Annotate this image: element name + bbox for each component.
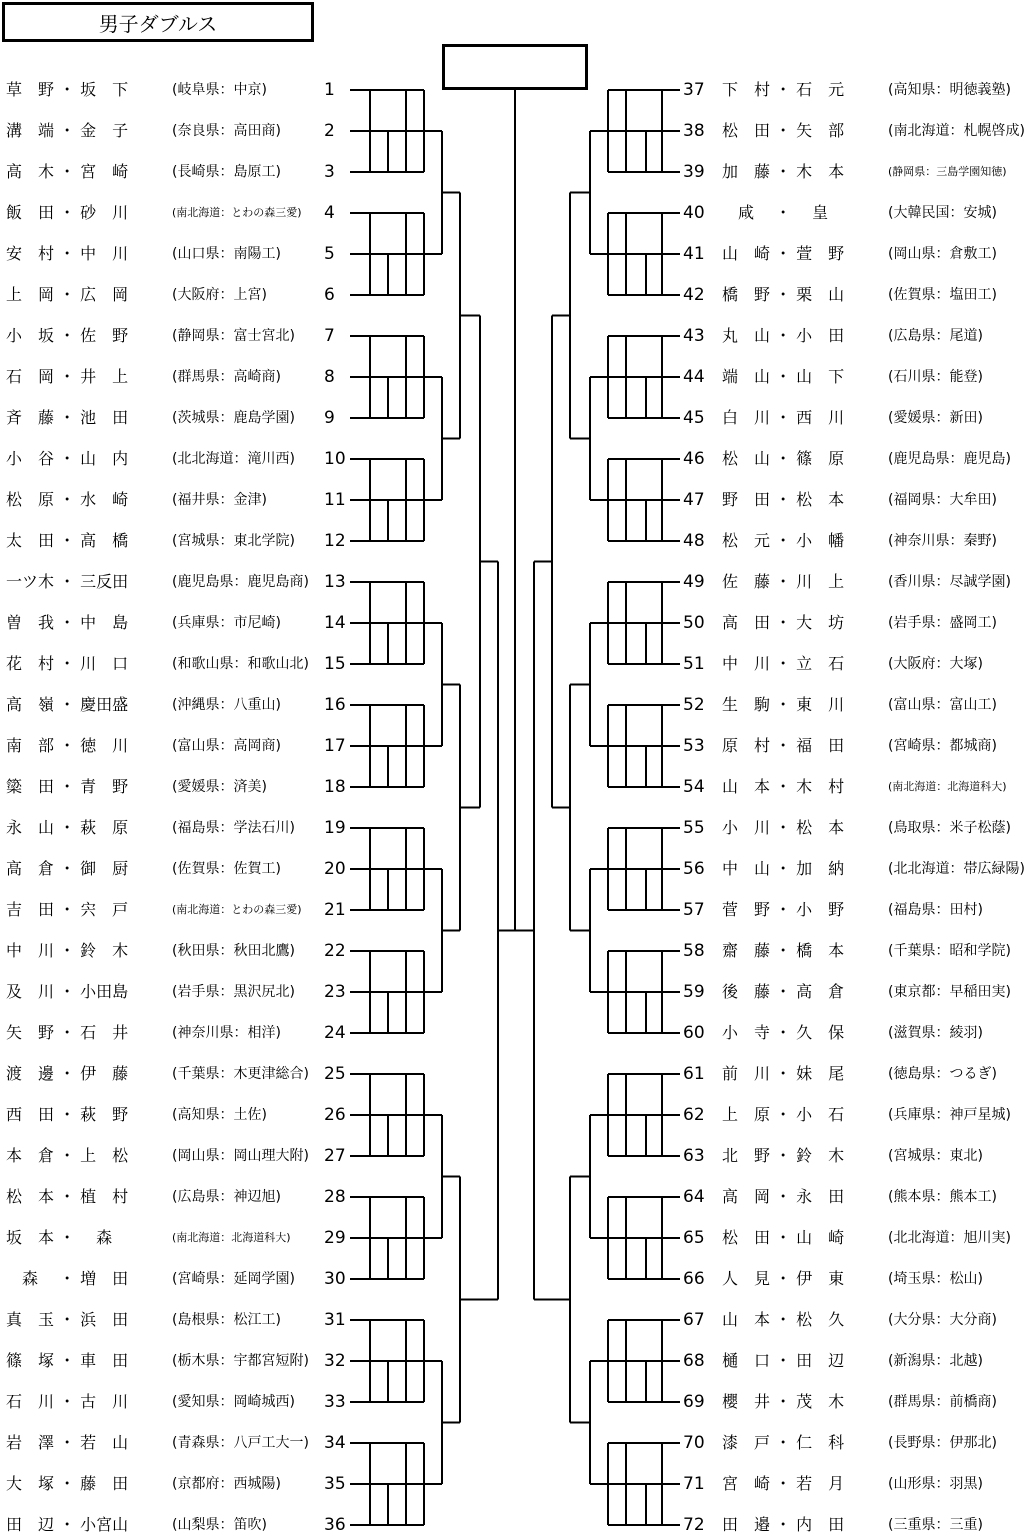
team-school: (群馬県：前橋商) xyxy=(888,1394,997,1410)
team-names: 花 村 ・ 川 口 xyxy=(6,654,129,673)
team-names: 山 本 ・ 松 久 xyxy=(722,1310,845,1329)
team-names: 田 辺 ・ 小宮山 xyxy=(6,1515,129,1534)
team-school: (熊本県：熊本工) xyxy=(888,1189,997,1205)
seed-number: 2 xyxy=(324,121,335,141)
team-school: (鹿児島県：鹿児島) xyxy=(888,451,1011,467)
team-school: (山口県：南陽工) xyxy=(172,246,281,262)
seed-number: 20 xyxy=(324,859,346,879)
team-school: (岡山県：倉敷工) xyxy=(888,246,997,262)
seed-number: 40 xyxy=(683,203,705,223)
team-school: (群馬県：高崎商) xyxy=(172,369,281,385)
seed-number: 57 xyxy=(683,900,705,920)
seed-number: 51 xyxy=(683,654,705,674)
team-school: (高知県：明徳義塾) xyxy=(888,82,1011,98)
team-names: 高 田 ・ 大 坊 xyxy=(722,613,845,632)
seed-number: 31 xyxy=(324,1310,346,1330)
team-names: 松 原 ・ 水 崎 xyxy=(6,490,129,509)
team-names: 松 本 ・ 植 村 xyxy=(6,1187,129,1206)
team-names: 一ツ木 ・ 三反田 xyxy=(6,572,129,591)
team-school: (和歌山県：和歌山北) xyxy=(172,656,309,672)
team-school: (宮崎県：延岡学園) xyxy=(172,1271,295,1287)
seed-number: 41 xyxy=(683,244,705,264)
team-names: 櫻 井 ・ 茂 木 xyxy=(722,1392,845,1411)
team-names: 矢 野 ・ 石 井 xyxy=(6,1023,129,1042)
team-school: (島根県：松江工) xyxy=(172,1312,281,1328)
team-names: 後 藤 ・ 高 倉 xyxy=(722,982,845,1001)
team-school: (大韓民国：安城) xyxy=(888,205,997,221)
seed-number: 69 xyxy=(683,1392,705,1412)
team-school: (静岡県：富士宮北) xyxy=(172,328,295,344)
seed-number: 10 xyxy=(324,449,346,469)
team-names: 丸 山 ・ 小 田 xyxy=(722,326,845,345)
seed-number: 1 xyxy=(324,80,335,100)
seed-number: 52 xyxy=(683,695,705,715)
team-school: (福岡県：大牟田) xyxy=(888,492,997,508)
team-names: 西 田 ・ 萩 野 xyxy=(6,1105,129,1124)
team-names: 小 谷 ・ 山 内 xyxy=(6,449,129,468)
seed-number: 24 xyxy=(324,1023,346,1043)
team-school: (岐阜県：中京) xyxy=(172,82,267,98)
team-school: (北北海道：滝川西) xyxy=(172,451,295,467)
seed-number: 8 xyxy=(324,367,335,387)
team-school: (富山県：高岡商) xyxy=(172,738,281,754)
team-names: 石 川 ・ 古 川 xyxy=(6,1392,129,1411)
seed-number: 18 xyxy=(324,777,346,797)
team-school: (高知県：土佐) xyxy=(172,1107,267,1123)
seed-number: 34 xyxy=(324,1433,346,1453)
team-school: (兵庫県：市尼崎) xyxy=(172,615,281,631)
team-names: 松 田 ・ 矢 部 xyxy=(722,121,845,140)
team-names: 田 邉 ・ 内 田 xyxy=(722,1515,845,1534)
team-names: 菅 野 ・ 小 野 xyxy=(722,900,845,919)
seed-number: 17 xyxy=(324,736,346,756)
team-school: (福島県：学法石川) xyxy=(172,820,295,836)
team-school: (静岡県：三島学園知徳) xyxy=(888,165,1007,178)
team-names: 下 村 ・ 石 元 xyxy=(722,80,845,99)
seed-number: 68 xyxy=(683,1351,705,1371)
team-names: 上 岡 ・ 広 岡 xyxy=(6,285,129,304)
team-school: (福島県：田村) xyxy=(888,902,983,918)
team-school: (神奈川県：相洋) xyxy=(172,1025,281,1041)
team-school: (沖縄県：八重山) xyxy=(172,697,281,713)
team-names: 小 寺 ・ 久 保 xyxy=(722,1023,845,1042)
team-school: (長崎県：島原工) xyxy=(172,164,281,180)
team-names: 小 坂 ・ 佐 野 xyxy=(6,326,129,345)
team-school: (北北海道：旭川実) xyxy=(888,1230,1011,1246)
team-school: (岡山県：岡山理大附) xyxy=(172,1148,309,1164)
team-school: (神奈川県：秦野) xyxy=(888,533,997,549)
team-school: (茨城県：鹿島学園) xyxy=(172,410,295,426)
seed-number: 35 xyxy=(324,1474,346,1494)
seed-number: 22 xyxy=(324,941,346,961)
seed-number: 49 xyxy=(683,572,705,592)
seed-number: 47 xyxy=(683,490,705,510)
seed-number: 58 xyxy=(683,941,705,961)
team-school: (千葉県：昭和学院) xyxy=(888,943,1011,959)
team-school: (福井県：金津) xyxy=(172,492,267,508)
team-school: (香川県：尽誠学園) xyxy=(888,574,1011,590)
seed-number: 66 xyxy=(683,1269,705,1289)
team-names: 人 見 ・ 伊 東 xyxy=(722,1269,845,1288)
team-names: 原 村 ・ 福 田 xyxy=(722,736,845,755)
team-school: (宮崎県：都城商) xyxy=(888,738,997,754)
team-names: 安 村 ・ 中 川 xyxy=(6,244,129,263)
seed-number: 38 xyxy=(683,121,705,141)
team-names: 野 田 ・ 松 本 xyxy=(722,490,845,509)
team-names: 中 山 ・ 加 納 xyxy=(722,859,845,878)
team-school: (南北海道：北海道科大) xyxy=(888,780,1007,793)
seed-number: 16 xyxy=(324,695,346,715)
team-names: 北 野 ・ 鈴 木 xyxy=(722,1146,845,1165)
team-names: 齋 藤 ・ 橋 本 xyxy=(722,941,845,960)
team-names: 宮 崎 ・ 若 月 xyxy=(722,1474,845,1493)
team-school: (広島県：尾道) xyxy=(888,328,983,344)
seed-number: 37 xyxy=(683,80,705,100)
team-names: 簗 田 ・ 青 野 xyxy=(6,777,129,796)
team-school: (青森県：八戸工大一) xyxy=(172,1435,309,1451)
team-school: (山形県：羽黒) xyxy=(888,1476,983,1492)
team-names: 岩 澤 ・ 若 山 xyxy=(6,1433,129,1452)
team-school: (南北海道：とわの森三愛) xyxy=(172,903,302,916)
seed-number: 45 xyxy=(683,408,705,428)
team-school: (北北海道：帯広緑陽) xyxy=(888,861,1025,877)
team-names: 渡 邊 ・ 伊 藤 xyxy=(6,1064,129,1083)
team-names: 中 川 ・ 立 石 xyxy=(722,654,845,673)
team-school: (千葉県：木更津総合) xyxy=(172,1066,309,1082)
team-school: (長野県：伊那北) xyxy=(888,1435,997,1451)
seed-number: 14 xyxy=(324,613,346,633)
team-names: 高 倉 ・ 御 厨 xyxy=(6,859,129,878)
team-school: (南北海道：札幌啓成) xyxy=(888,123,1025,139)
team-names: 森 ・ 増 田 xyxy=(6,1269,129,1288)
seed-number: 11 xyxy=(324,490,346,510)
seed-number: 5 xyxy=(324,244,335,264)
team-names: 佐 藤 ・ 川 上 xyxy=(722,572,845,591)
team-names: 生 駒 ・ 東 川 xyxy=(722,695,845,714)
team-names: 篠 塚 ・ 車 田 xyxy=(6,1351,129,1370)
team-school: (石川県：能登) xyxy=(888,369,983,385)
seed-number: 36 xyxy=(324,1515,346,1535)
seed-number: 70 xyxy=(683,1433,705,1453)
seed-number: 29 xyxy=(324,1228,346,1248)
seed-number: 32 xyxy=(324,1351,346,1371)
team-names: 真 玉 ・ 浜 田 xyxy=(6,1310,129,1329)
seed-number: 56 xyxy=(683,859,705,879)
seed-number: 71 xyxy=(683,1474,705,1494)
team-school: (徳島県：つるぎ) xyxy=(888,1066,997,1082)
team-school: (大阪府：上宮) xyxy=(172,287,267,303)
team-school: (南北海道：とわの森三愛) xyxy=(172,206,302,219)
team-school: (鳥取県：米子松蔭) xyxy=(888,820,1011,836)
team-school: (山梨県：笛吹) xyxy=(172,1517,267,1533)
team-school: (宮城県：東北学院) xyxy=(172,533,295,549)
seed-number: 63 xyxy=(683,1146,705,1166)
team-names: 山 崎 ・ 萱 野 xyxy=(722,244,845,263)
seed-number: 26 xyxy=(324,1105,346,1125)
seed-number: 61 xyxy=(683,1064,705,1084)
team-school: (愛媛県：済美) xyxy=(172,779,267,795)
seed-number: 21 xyxy=(324,900,346,920)
team-school: (岩手県：黒沢尻北) xyxy=(172,984,295,1000)
seed-number: 23 xyxy=(324,982,346,1002)
team-school: (秋田県：秋田北鷹) xyxy=(172,943,295,959)
seed-number: 39 xyxy=(683,162,705,182)
seed-number: 53 xyxy=(683,736,705,756)
team-school: (南北海道：北海道科大) xyxy=(172,1231,291,1244)
team-school: (奈良県：高田商) xyxy=(172,123,281,139)
team-school: (大阪府：大塚) xyxy=(888,656,983,672)
team-names: 樋 口 ・ 田 辺 xyxy=(722,1351,845,1370)
seed-number: 64 xyxy=(683,1187,705,1207)
team-names: 永 山 ・ 萩 原 xyxy=(6,818,129,837)
seed-number: 44 xyxy=(683,367,705,387)
seed-number: 42 xyxy=(683,285,705,305)
team-school: (大分県：大分商) xyxy=(888,1312,997,1328)
seed-number: 15 xyxy=(324,654,346,674)
team-names: 橋 野 ・ 栗 山 xyxy=(722,285,845,304)
team-school: (佐賀県：塩田工) xyxy=(888,287,997,303)
team-names: 白 川 ・ 西 川 xyxy=(722,408,845,427)
team-names: 小 川 ・ 松 本 xyxy=(722,818,845,837)
team-school: (広島県：神辺旭) xyxy=(172,1189,281,1205)
team-names: 高 木 ・ 宮 崎 xyxy=(6,162,129,181)
seed-number: 72 xyxy=(683,1515,705,1535)
team-school: (愛知県：岡崎城西) xyxy=(172,1394,295,1410)
team-names: 太 田 ・ 高 橋 xyxy=(6,531,129,550)
seed-number: 54 xyxy=(683,777,705,797)
team-school: (三重県：三重) xyxy=(888,1517,983,1533)
seed-number: 60 xyxy=(683,1023,705,1043)
seed-number: 30 xyxy=(324,1269,346,1289)
team-names: 加 藤 ・ 木 本 xyxy=(722,162,845,181)
team-names: 端 山 ・ 山 下 xyxy=(722,367,845,386)
seed-number: 65 xyxy=(683,1228,705,1248)
title-text: 男子ダブルス xyxy=(98,11,218,36)
team-names: 曽 我 ・ 中 島 xyxy=(6,613,129,632)
team-names: 本 倉 ・ 上 松 xyxy=(6,1146,129,1165)
seed-number: 25 xyxy=(324,1064,346,1084)
team-names: 前 川 ・ 妹 尾 xyxy=(722,1064,845,1083)
seed-number: 50 xyxy=(683,613,705,633)
team-school: (滋賀県：綾羽) xyxy=(888,1025,983,1041)
team-names: 溝 端 ・ 金 子 xyxy=(6,121,129,140)
team-names: 大 塚 ・ 藤 田 xyxy=(6,1474,129,1493)
seed-number: 9 xyxy=(324,408,335,428)
team-school: (埼玉県：松山) xyxy=(888,1271,983,1287)
team-school: (宮城県：東北) xyxy=(888,1148,983,1164)
team-school: (鹿児島県：鹿児島商) xyxy=(172,574,309,590)
seed-number: 67 xyxy=(683,1310,705,1330)
seed-number: 46 xyxy=(683,449,705,469)
seed-number: 33 xyxy=(324,1392,346,1412)
team-names: 松 山 ・ 篠 原 xyxy=(722,449,845,468)
seed-number: 6 xyxy=(324,285,335,305)
team-names: 漆 戸 ・ 仁 科 xyxy=(722,1433,845,1452)
team-names: 坂 本 ・ 森 xyxy=(6,1228,113,1247)
team-names: 中 川 ・ 鈴 木 xyxy=(6,941,129,960)
team-names: 南 部 ・ 徳 川 xyxy=(6,736,129,755)
team-names: 松 元 ・ 小 幡 xyxy=(722,531,845,550)
seed-number: 4 xyxy=(324,203,335,223)
team-school: (愛媛県：新田) xyxy=(888,410,983,426)
team-names: 草 野 ・ 坂 下 xyxy=(6,80,129,99)
team-names: 斉 藤 ・ 池 田 xyxy=(6,408,129,427)
team-school: (新潟県：北越) xyxy=(888,1353,983,1369)
team-school: (岩手県：盛岡工) xyxy=(888,615,997,631)
seed-number: 13 xyxy=(324,572,346,592)
team-names: 咸 ・ 皇 xyxy=(722,203,829,222)
team-names: 及 川 ・ 小田島 xyxy=(6,982,129,1001)
team-names: 石 岡 ・ 井 上 xyxy=(6,367,129,386)
seed-number: 3 xyxy=(324,162,335,182)
team-names: 上 原 ・ 小 石 xyxy=(722,1105,845,1124)
seed-number: 55 xyxy=(683,818,705,838)
seed-number: 12 xyxy=(324,531,346,551)
seed-number: 27 xyxy=(324,1146,346,1166)
team-school: (東京都：早稲田実) xyxy=(888,984,1011,1000)
team-names: 高 岡 ・ 永 田 xyxy=(722,1187,845,1206)
seed-number: 62 xyxy=(683,1105,705,1125)
team-school: (富山県：富山工) xyxy=(888,697,997,713)
seed-number: 28 xyxy=(324,1187,346,1207)
seed-number: 48 xyxy=(683,531,705,551)
team-school: (兵庫県：神戸星城) xyxy=(888,1107,1011,1123)
seed-number: 59 xyxy=(683,982,705,1002)
team-names: 吉 田 ・ 宍 戸 xyxy=(6,900,129,919)
team-school: (栃木県：宇都宮短附) xyxy=(172,1353,309,1369)
seed-number: 7 xyxy=(324,326,335,346)
team-names: 高 嶺 ・ 慶田盛 xyxy=(6,695,129,714)
team-names: 飯 田 ・ 砂 川 xyxy=(6,203,129,222)
team-school: (京都府：西城陽) xyxy=(172,1476,281,1492)
seed-number: 19 xyxy=(324,818,346,838)
team-names: 山 本 ・ 木 村 xyxy=(722,777,845,796)
team-names: 松 田 ・ 山 崎 xyxy=(722,1228,845,1247)
seed-number: 43 xyxy=(683,326,705,346)
team-school: (佐賀県：佐賀工) xyxy=(172,861,281,877)
